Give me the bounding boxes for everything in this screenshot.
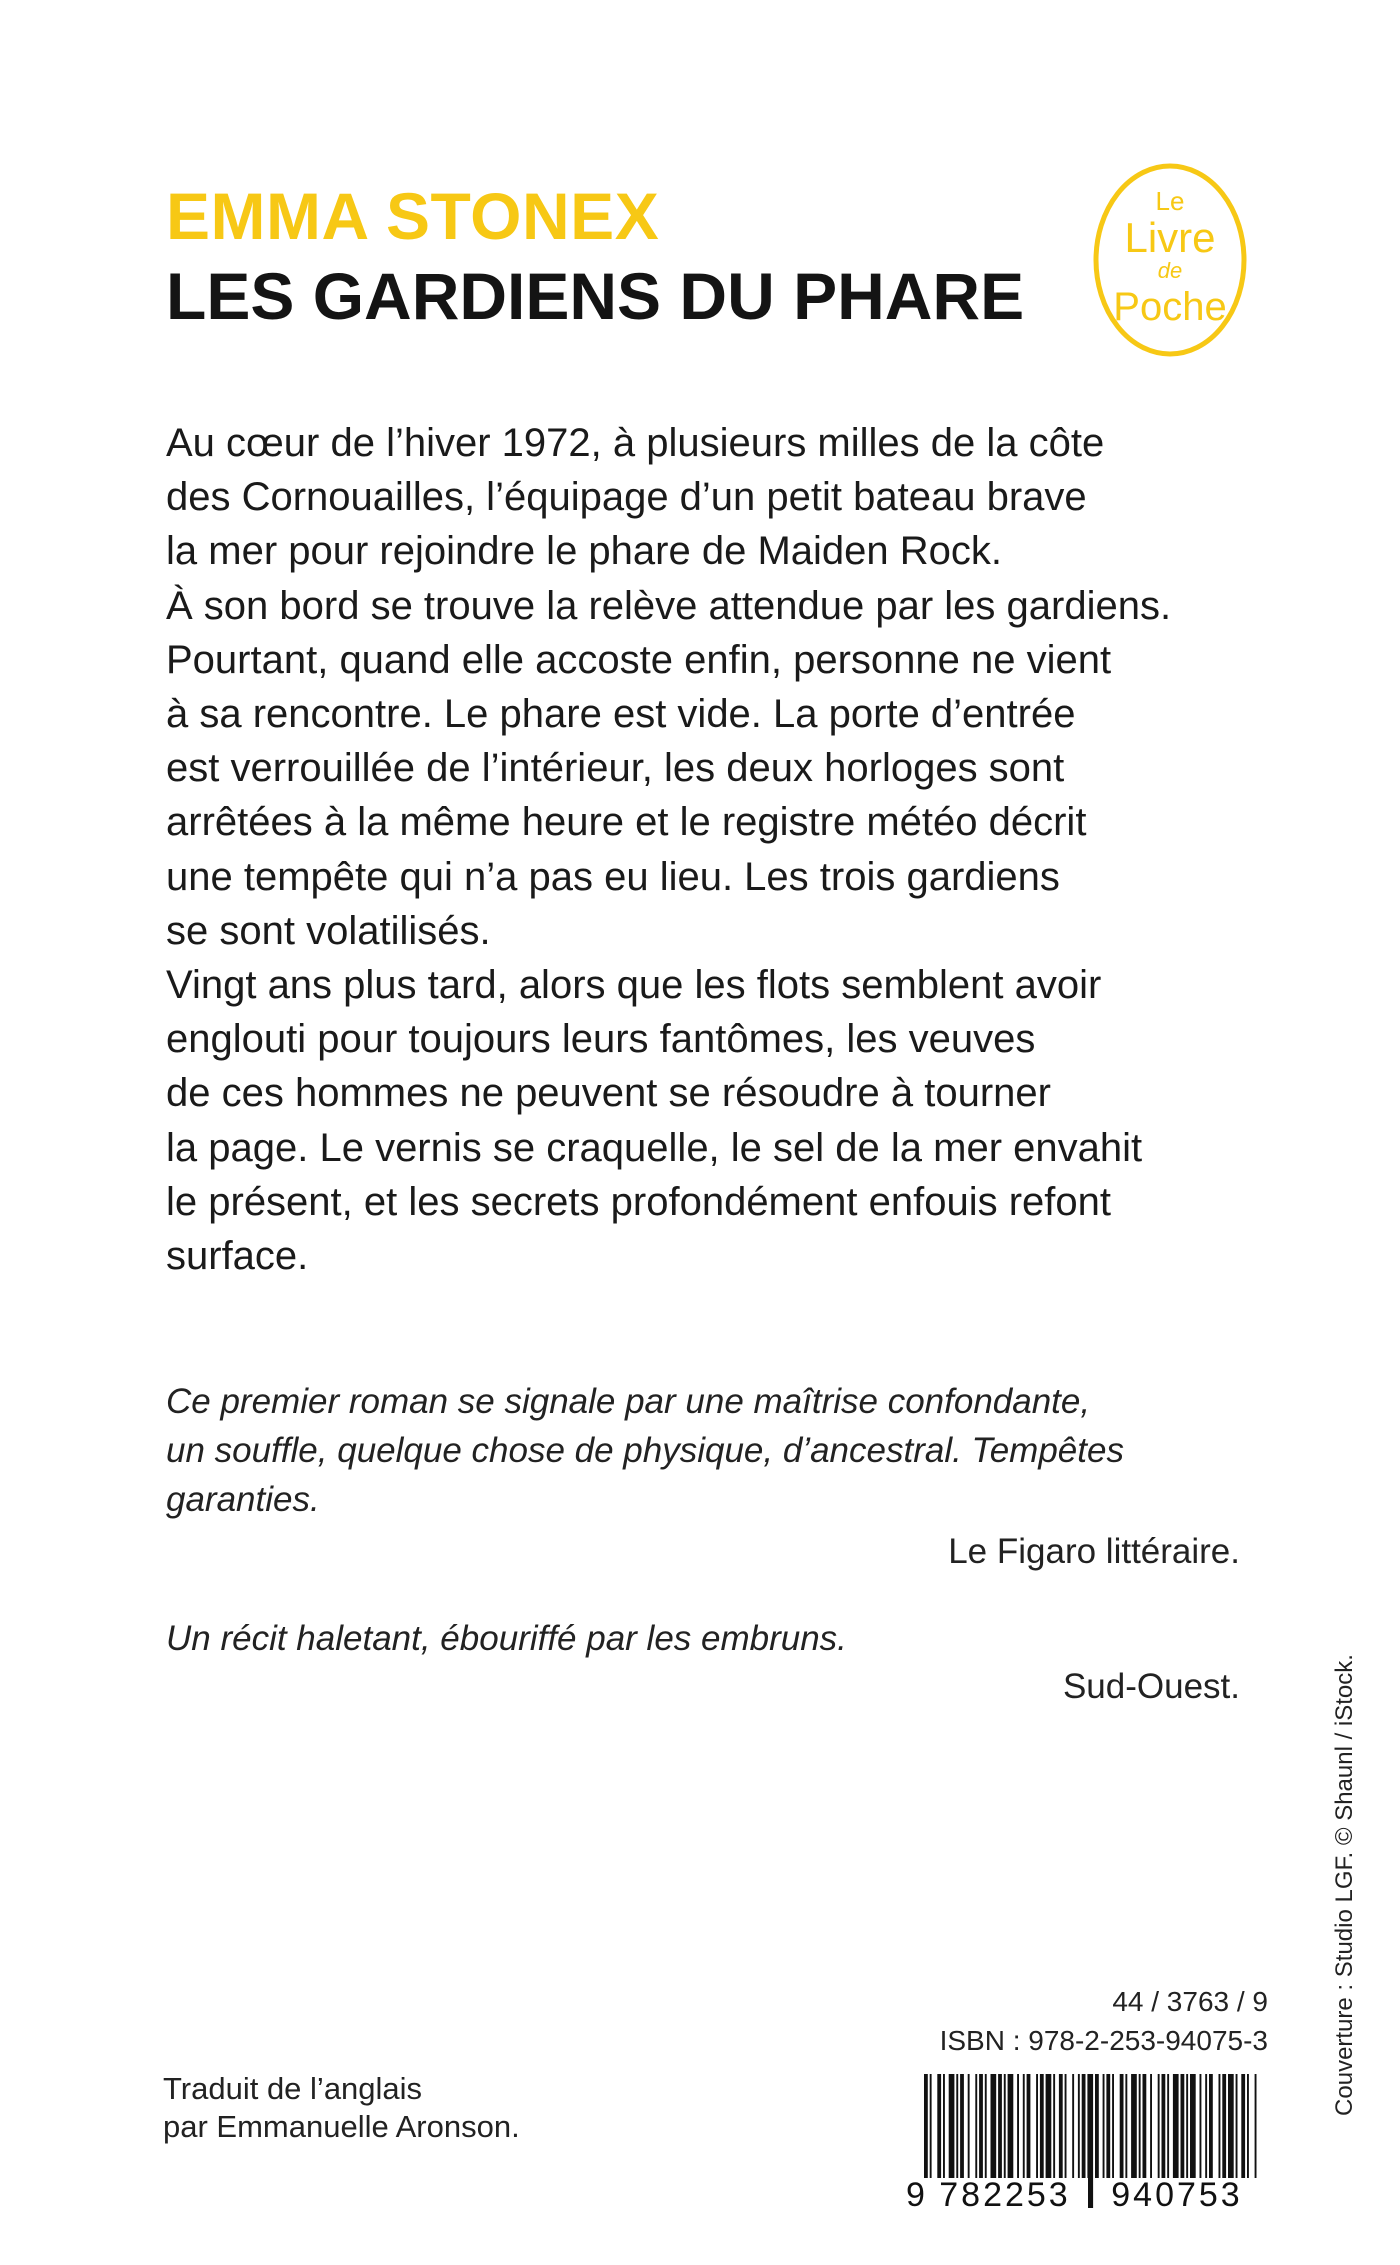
cover-credit [1325, 1654, 1365, 2116]
blurb-line: Pourtant, quand elle accoste enfin, personne ne vient [166, 637, 1112, 682]
review-quote-line: un souffle, quelque chose de physique, d’ancestral. Tempêtes [166, 1431, 1124, 1470]
blurb-line: À son bord se trouve la relève attendue par les gardiens. [166, 583, 1172, 628]
logo-text-de: de [1157, 258, 1183, 283]
blurb-line: englouti pour toujours leurs fantômes, les veuves [166, 1017, 1036, 1062]
author-name: EMMA STONEX [166, 179, 660, 253]
translation-credit [163, 2070, 520, 2146]
translation-line: par Emmanuelle Aronson. [163, 2109, 520, 2144]
blurb-line: Vingt ans plus tard, alors que les flots semblent avoir [166, 963, 1102, 1008]
barcode-group-2: 940753 [1111, 2176, 1243, 2210]
blurb-line: le présent, et les secrets profondément enfouis refont [166, 1179, 1111, 1224]
blurb-line: Au cœur de l’hiver 1972, à plusieurs milles de la côte [166, 421, 1105, 465]
blurb-line: des Cornouailles, l’équipage d’un petit bateau brave [166, 475, 1087, 520]
barcode [900, 2070, 1280, 2210]
blurb-line: une tempête qui n’a pas eu lieu. Les trois gardiens [166, 854, 1060, 899]
blurb-line: la page. Le vernis se craquelle, le sel de la mer envahit [166, 1125, 1143, 1170]
book-title: LES GARDIENS DU PHARE [166, 259, 1025, 333]
isbn-code: ISBN : 978-2-253-94075-3 [939, 2025, 1268, 2056]
reference-code: 44 / 3763 / 9 [1112, 1986, 1268, 2017]
cover-credit-text: Couverture : Studio LGF. © Shaunl / iStock. [1331, 1654, 1358, 2116]
logo-text-poche: Poche [1113, 285, 1227, 329]
barcode-group-1: 782253 [939, 2176, 1071, 2210]
barcode-first-digit: 9 [906, 2176, 925, 2210]
blurb-line: à sa rencontre. Le phare est vide. La porte d’entrée [166, 692, 1076, 737]
blurb-line: de ces hommes ne peuvent se résoudre à tourner [166, 1071, 1051, 1116]
blurb [166, 416, 1276, 1283]
logo-text-livre: Livre [1124, 214, 1216, 261]
logo-text-le: Le [1155, 186, 1185, 216]
review-quote-line: Ce premier roman se signale par une maîtrise confondante, [166, 1382, 1091, 1421]
review-quote-1 [166, 1377, 1246, 1524]
blurb-line: arrêtées à la même heure et le registre météo décrit [166, 800, 1087, 845]
translation-line: Traduit de l’anglais [163, 2071, 423, 2106]
review-source-2: Sud-Ouest. [1062, 1667, 1240, 1706]
review-quote-line: garanties. [166, 1480, 320, 1519]
barcode-bar [1087, 2074, 1093, 2208]
review-quote-2 [166, 1614, 1246, 1663]
review-source-1: Le Figaro littéraire. [948, 1532, 1240, 1571]
review-quote-line: Un récit haletant, ébouriffé par les embruns. [166, 1619, 847, 1658]
blurb-line: est verrouillée de l’intérieur, les deux horloges sont [166, 746, 1065, 791]
product-codes [940, 1982, 1268, 2060]
blurb-line: surface. [166, 1234, 309, 1279]
blurb-line: la mer pour rejoindre le phare de Maiden Rock. [166, 529, 1002, 574]
blurb-line: se sont volatilisés. [166, 908, 491, 953]
publisher-logo [1090, 160, 1250, 360]
